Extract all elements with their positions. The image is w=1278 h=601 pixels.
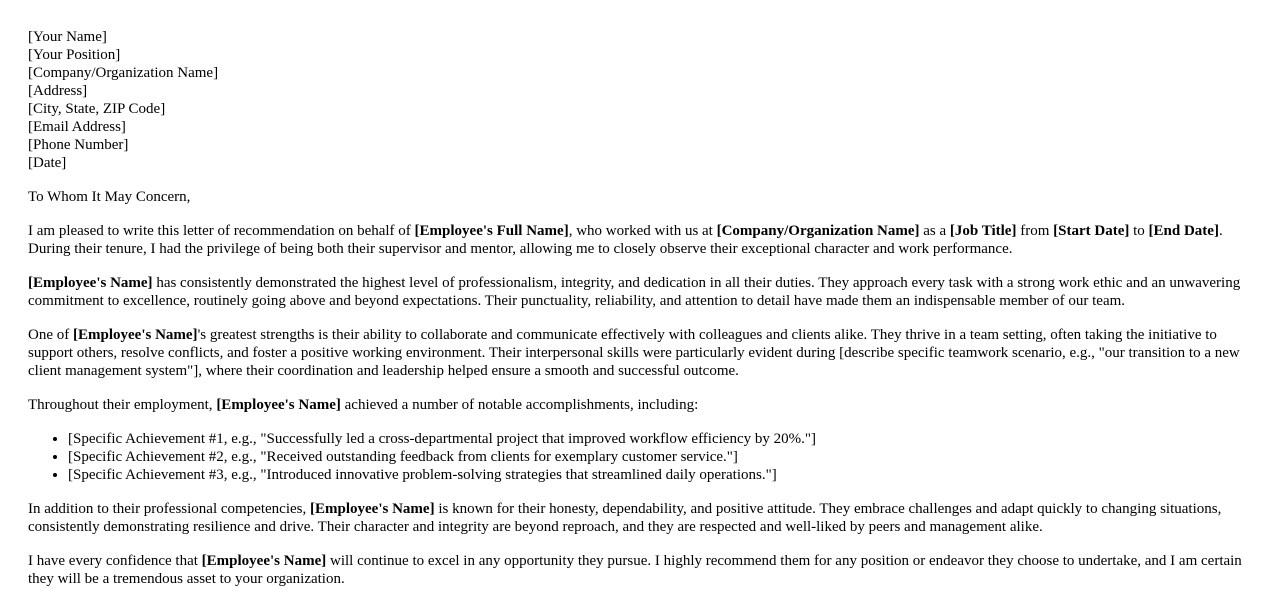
recommendation-letter	[28, 28, 1248, 588]
text: One of	[28, 327, 73, 343]
employee-name: [Employee's Name]	[73, 327, 198, 343]
employee-name: [Employee's Name]	[28, 275, 153, 291]
employee-name: [Employee's Name]	[310, 501, 435, 517]
paragraph-intro	[28, 222, 1248, 258]
sender-phone: [Phone Number]	[28, 137, 129, 153]
text: I have every confidence that	[28, 553, 202, 569]
text: will continue to excel in any opportunity they pursue. I highly recommend them for any position or endeavor they choose to undertake, and I am certain they will be a tremendous asset to your organization.	[28, 553, 1242, 587]
list-item: • [Specific Achievement #2, e.g., "Received outstanding feedback from clients for exemplary customer service."]	[68, 448, 1248, 466]
employee-full-name: [Employee's Full Name]	[414, 223, 569, 239]
achievement-list	[28, 430, 1248, 484]
sender-position: [Your Position]	[28, 47, 121, 63]
paragraph-strengths	[28, 326, 1248, 380]
text: has consistently demonstrated the highest level of professionalism, integrity, and dedication in all their duties. They approach every task with a strong work ethic and an unwavering commitment to excellence, routinely going above and beyond expectations. Their punctuality, reliability, and attention to detail have made them an indispensable member of our team.	[28, 275, 1241, 309]
sender-address: [Address]	[28, 83, 88, 99]
start-date: [Start Date]	[1053, 223, 1130, 239]
text: from	[1016, 223, 1054, 239]
text: , who worked with us at	[568, 223, 717, 239]
salutation: To Whom It May Concern,	[28, 189, 191, 205]
paragraph-professionalism	[28, 274, 1248, 310]
paragraph-accomplishments	[28, 396, 1248, 414]
text: is known for their honesty, dependability, and positive attitude. They embrace challenges and adapt quickly to changing situations, consistently demonstrating resilience and drive. Their character and integrity are beyond reproach, and they are respected and well-liked by peers and management alike.	[28, 501, 1222, 535]
text: 's greatest strengths is their ability to collaborate and communicate effectively with colleagues and clients alike. They thrive in a team setting, often taking the initiative to support others, resolve conflicts, and foster a positive working environment. Their interpersonal skills were particularly evident during [describe specific teamwork scenario, e.g., "our transition to a new client management system"], where their coordination and leadership helped ensure a smooth and successful outcome.	[28, 327, 1240, 379]
text: to	[1129, 223, 1149, 239]
sender-name: [Your Name]	[28, 29, 107, 45]
sender-company: [Company/Organization Name]	[28, 65, 219, 81]
paragraph-character	[28, 500, 1248, 536]
sender-city: [City, State, ZIP Code]	[28, 101, 166, 117]
employee-name: [Employee's Name]	[201, 553, 327, 569]
letter-date: [Date]	[28, 155, 67, 171]
company-name: [Company/Organization Name]	[716, 223, 920, 239]
text: achieved a number of notable accomplishments, including:	[340, 397, 699, 413]
text: I am pleased to write this letter of recommendation on behalf of	[28, 223, 415, 239]
list-item: • [Specific Achievement #3, e.g., "Introduced innovative problem-solving strategies that streamlined daily operations."]	[68, 466, 1248, 484]
text: Throughout their employment,	[28, 397, 217, 413]
paragraph-closing	[28, 552, 1248, 588]
text: . During their tenure, I had the privilege of being both their supervisor and mentor, allowing me to closely observe their exceptional character and work performance.	[28, 223, 1223, 257]
list-item: • [Specific Achievement #1, e.g., "Successfully led a cross-departmental project that improved workflow efficiency by 20%."]	[68, 430, 1248, 448]
text: In addition to their professional competencies,	[28, 501, 311, 517]
sender-email: [Email Address]	[28, 119, 126, 135]
job-title: [Job Title]	[949, 223, 1017, 239]
sender-block	[28, 28, 1248, 172]
employee-name: [Employee's Name]	[216, 397, 341, 413]
end-date: [End Date]	[1148, 223, 1219, 239]
text: as a	[919, 223, 950, 239]
